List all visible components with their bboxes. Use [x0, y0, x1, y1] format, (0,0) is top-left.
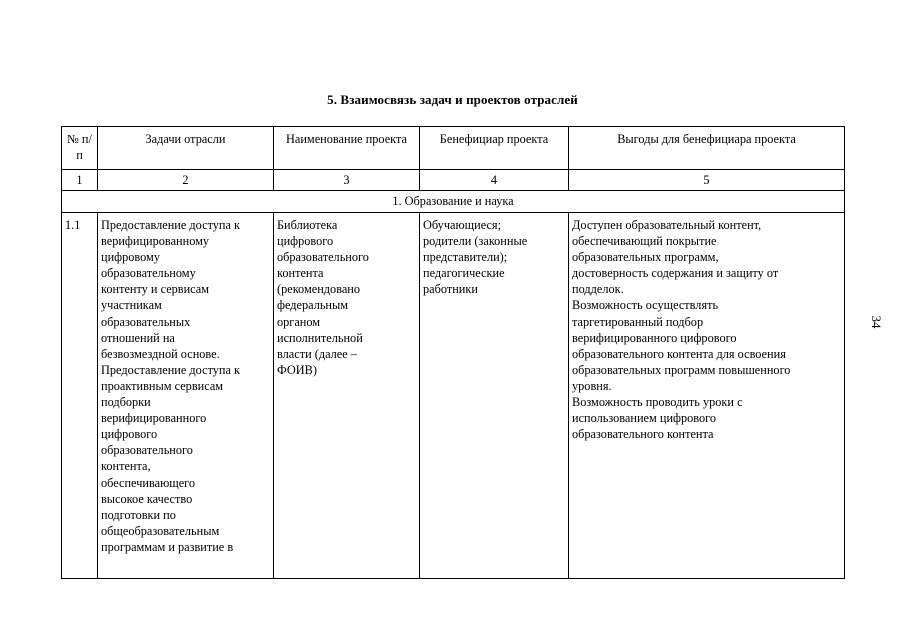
cell-text-line: обеспечивающего: [101, 475, 196, 490]
cell-text-line: образовательному: [101, 266, 196, 281]
column-number: 5: [569, 170, 845, 191]
cell-text-line: образовательного: [277, 250, 369, 265]
section-row: [62, 191, 845, 213]
cell-text-line: уровня.: [572, 378, 612, 393]
cell-text-line: использованием цифрового: [572, 411, 717, 426]
cell-text-line: представители);: [423, 250, 508, 265]
project-cell: [274, 213, 420, 579]
cell-text-line: контента,: [101, 459, 151, 474]
header-tasks: Задачи отрасли: [98, 127, 274, 170]
column-number: 1: [62, 170, 98, 191]
cell-text-line: родители (законные: [423, 234, 528, 249]
cell-text-line: исполнительной: [277, 330, 363, 345]
column-number: 3: [274, 170, 420, 191]
cell-text-line: высокое качество: [101, 491, 193, 506]
section-title: 1. Образование и наука: [62, 191, 845, 213]
column-number: 4: [420, 170, 569, 191]
cell-text-line: Обучающиеся;: [423, 218, 501, 232]
cell-text-line: педагогические: [423, 266, 505, 281]
page-number: 34: [869, 315, 884, 329]
header-project: Наименование проекта: [274, 127, 420, 170]
beneficiary-cell: [420, 213, 569, 579]
cell-text-line: верифицированного цифрового: [572, 330, 737, 345]
cell-text-line: обеспечивающий покрытие: [572, 234, 717, 249]
cell-text-line: Возможность проводить уроки с: [572, 395, 743, 410]
page-title: 5. Взаимосвязь задач и проектов отраслей: [327, 92, 578, 107]
cell-text-line: Предоставление доступа к: [101, 218, 241, 232]
header-number: № п/п: [62, 127, 98, 170]
cell-text-line: проактивным сервисам: [101, 378, 224, 393]
cell-text-line: верифицированного: [101, 411, 207, 426]
cell-text-line: образовательного контента: [572, 427, 714, 442]
row-number: 1.1: [62, 213, 98, 579]
cell-text-line: общеобразовательным: [101, 523, 220, 538]
cell-text-line: таргетированный подбор: [572, 314, 704, 329]
cell-text-line: цифрового: [277, 234, 334, 249]
cell-text-line: образовательного контента для освоения: [572, 346, 786, 361]
cell-text-line: власти (далее –: [277, 346, 357, 361]
cell-text-line: федеральным: [277, 298, 349, 313]
projects-table: [61, 126, 845, 579]
cell-text-line: подделок.: [572, 282, 624, 297]
cell-text-line: цифрового: [101, 427, 158, 442]
cell-text-line: Предоставление доступа к: [101, 362, 241, 377]
cell-text-line: работники: [423, 282, 478, 297]
cell-text-line: цифровому: [101, 250, 160, 265]
cell-text-line: образовательных: [101, 314, 191, 329]
cell-text-line: контента: [277, 266, 324, 281]
cell-text-line: Возможность осуществлять: [572, 298, 719, 313]
cell-text-line: Доступен образовательный контент,: [572, 218, 762, 232]
cell-text-line: достоверность содержания и защиту от: [572, 266, 779, 281]
cell-text-line: отношений на: [101, 330, 175, 345]
header-beneficiary: Бенефициар проекта: [420, 127, 569, 170]
table-row: [62, 213, 845, 579]
cell-text-line: контенту и сервисам: [101, 282, 210, 297]
cell-text-line: образовательных программ повышенного: [572, 362, 791, 377]
cell-text-line: подборки: [101, 395, 151, 410]
tasks-cell: [98, 213, 274, 579]
header-benefits: Выгоды для бенефициара проекта: [569, 127, 845, 170]
cell-text-line: верифицированному: [101, 234, 210, 249]
cell-text-line: безвозмездной основе.: [101, 346, 220, 361]
cell-text-line: органом: [277, 314, 321, 329]
benefits-cell: [569, 213, 845, 579]
cell-text-line: подготовки по: [101, 507, 176, 522]
cell-text-line: (рекомендовано: [277, 282, 361, 297]
column-numbers-row: [62, 170, 845, 191]
cell-text-line: образовательного: [101, 443, 193, 458]
cell-text-line: образовательных программ,: [572, 250, 719, 265]
cell-text-line: участникам: [101, 298, 162, 313]
column-number: 2: [98, 170, 274, 191]
cell-text-line: Библиотека: [277, 218, 338, 232]
cell-text-line: ФОИВ): [277, 362, 317, 377]
cell-text-line: программам и развитие в: [101, 539, 234, 554]
table-header-row: [62, 127, 845, 170]
